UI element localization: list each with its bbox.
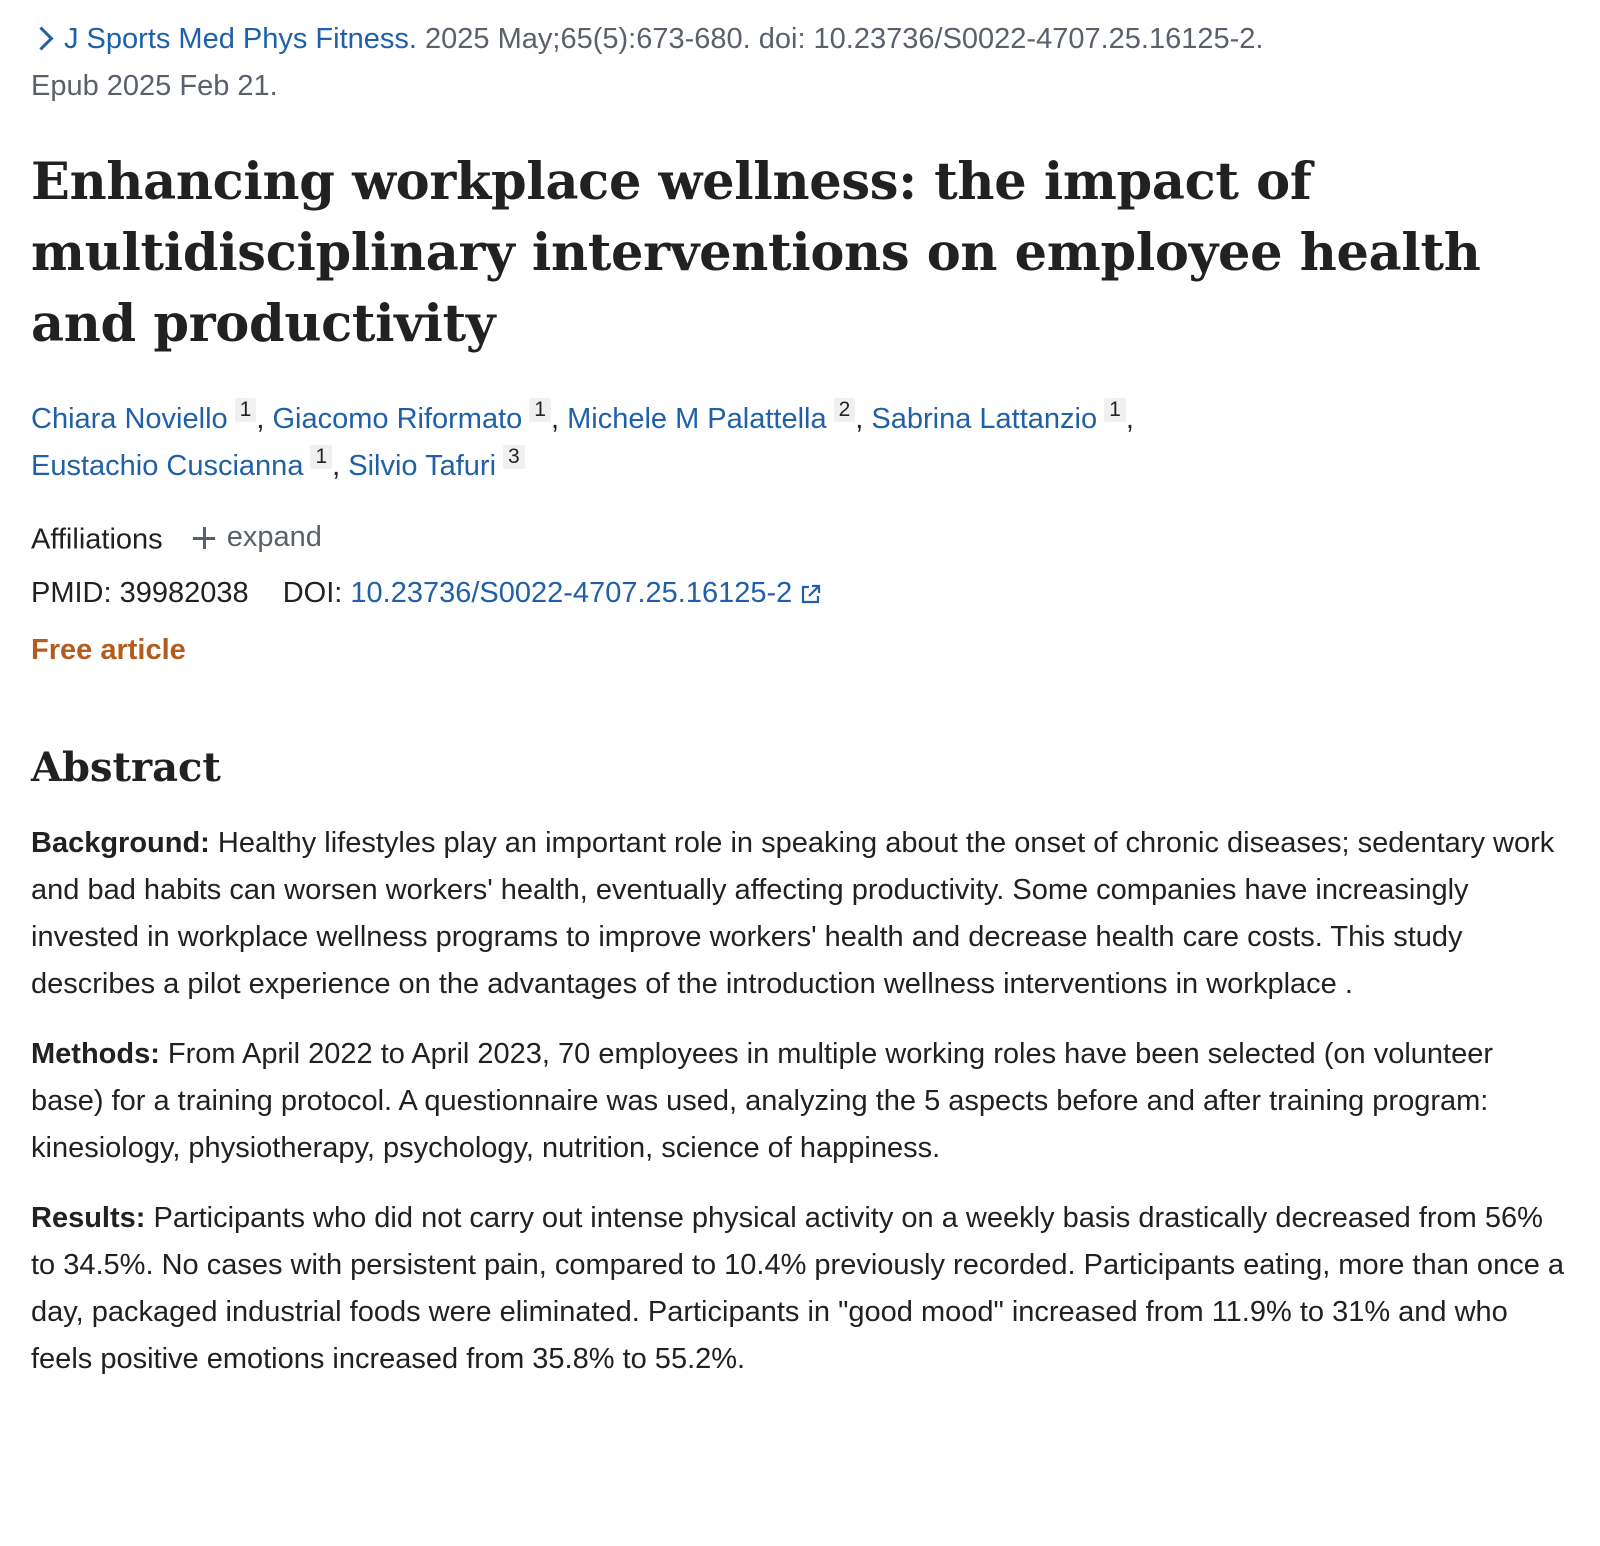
external-link-icon <box>800 583 822 605</box>
author-link[interactable]: Eustachio Cuscianna <box>31 450 304 482</box>
expand-affiliations-button[interactable] <box>193 514 322 561</box>
pmid-value: 39982038 <box>119 576 249 609</box>
results-text: Participants who did not carry out intense physical activity on a weekly basis drastically decreased from 56% to 34.5%. No cases with persistent pain, compared to 10.4% previously recorded. Participants eating, more than once a day, packaged industrial foods were eliminated. Participants in "good mood" increased from 11.9% to 31% and who feels positive emotions increased from 35.8% to 55.2%. <box>31 1201 1565 1375</box>
affiliation-number[interactable]: 1 <box>529 398 551 422</box>
abstract-background <box>31 820 1569 1008</box>
plus-icon <box>193 527 215 549</box>
chevron-right-icon[interactable] <box>29 27 53 51</box>
author-link[interactable]: Sabrina Lattanzio <box>871 403 1098 435</box>
title-line: and productivity <box>31 294 496 354</box>
doi-value: 10.23736/S0022-4707.25.16125-2 <box>350 576 793 609</box>
separator: , <box>855 403 872 435</box>
abstract-heading: Abstract <box>31 743 221 791</box>
background-text: Healthy lifestyles play an important role in speaking about the onset of chronic diseases; sedentary work and bad habits can worsen workers' health, eventually affecting productivity. Some companies have increasingly invested in workplace wellness programs to improve workers' health and decrease health care costs. This study describes a pilot experience on the advantages of the introduction wellness interventions in workplace . <box>31 826 1555 1000</box>
background-label: Background: <box>31 826 210 859</box>
affiliations-label: Affiliations <box>31 523 163 556</box>
journal-link[interactable]: J Sports Med Phys Fitness. <box>64 23 417 55</box>
title-line: multidisciplinary interventions on employee health <box>31 223 1481 283</box>
author-list <box>31 396 1569 490</box>
abstract-results <box>31 1195 1569 1383</box>
doi-label: DOI: <box>282 576 343 609</box>
separator: , <box>256 403 273 435</box>
author-link[interactable]: Silvio Tafuri <box>348 450 497 482</box>
separator: , <box>550 403 568 435</box>
affiliation-number[interactable]: 3 <box>503 445 525 469</box>
affiliation-number[interactable]: 2 <box>834 398 856 422</box>
affiliation-number[interactable]: 1 <box>310 445 332 469</box>
identifiers <box>31 570 1569 617</box>
free-article-badge: Free article <box>31 633 186 666</box>
author-link[interactable]: Chiara Noviello <box>31 403 228 435</box>
pmid-label: PMID: <box>31 576 112 609</box>
methods-label: Methods: <box>31 1037 160 1070</box>
author-link[interactable]: Michele M Palattella <box>567 403 827 435</box>
title-line: Enhancing workplace wellness: the impact of <box>31 152 1312 212</box>
page-title <box>31 147 1569 360</box>
affiliation-number[interactable]: 1 <box>1104 398 1126 422</box>
methods-text: From April 2022 to April 2023, 70 employees in multiple working roles have been selected (on volunteer base) for a training protocol. A questionnaire was used, analyzing the 5 aspects before and after training program: kinesiology, physiotherapy, psychology, nutrition, science of happiness. <box>31 1037 1494 1164</box>
doi-link[interactable] <box>350 577 822 609</box>
results-label: Results: <box>31 1201 146 1234</box>
expand-label: expand <box>226 521 322 553</box>
separator: , <box>1125 403 1134 435</box>
citation-epub: Epub 2025 Feb 21. <box>31 70 278 102</box>
author-link[interactable]: Giacomo Riformato <box>272 403 523 435</box>
affiliation-number[interactable]: 1 <box>235 398 257 422</box>
abstract-methods <box>31 1031 1569 1172</box>
citation-details: 2025 May;65(5):673-680. doi: 10.23736/S0022-4707.25.16125-2. <box>416 23 1264 55</box>
separator: , <box>332 450 349 482</box>
citation <box>31 16 1569 110</box>
affiliations-row <box>31 514 1569 564</box>
